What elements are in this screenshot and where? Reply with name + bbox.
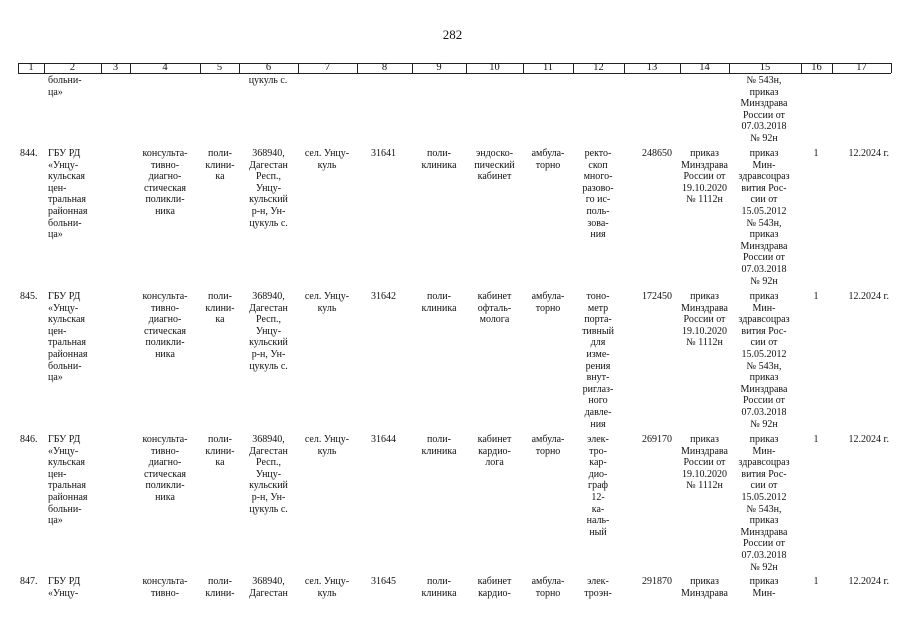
cell-address: 368940, Дагестан: [249, 576, 288, 599]
column-header-7: 7: [324, 62, 331, 73]
cell-standard-reference: приказ Мин- здравсоцраз вития Рос- сии от 15.05.2012 № 543н, приказ Минздрава России от 07.03.2018 № 92н: [738, 148, 790, 287]
column-header-12: 12: [593, 62, 604, 73]
cell-cabinet: кабинет кардио-: [477, 576, 512, 599]
cell-unit-type: поли- клини- ка: [205, 434, 235, 469]
cell-department: поли- клиника: [421, 434, 457, 457]
cell-delivery-date: 12.2024 г.: [848, 291, 889, 302]
cell-delivery-date: 12.2024 г.: [848, 434, 889, 445]
cell-quantity: 1: [813, 434, 819, 445]
cell-care-form: амбула- торно: [531, 434, 565, 457]
column-header-14: 14: [699, 62, 710, 73]
cell-price: 291870: [642, 576, 672, 587]
cell-address: 368940, Дагестан Респ., Унцу- кульский р-н, Ун- цукуль с.: [249, 291, 288, 372]
cell-organization-name: ГБУ РД «Унцу- кульская цен- тральная районная больни- ца»: [48, 291, 88, 384]
cell-settlement: сел. Унцу- куль: [304, 148, 350, 171]
cell-unit-type: поли- клини- ка: [205, 291, 235, 326]
cell-department: поли- клиника: [421, 291, 457, 314]
cell-row-number: 847.: [20, 576, 38, 587]
column-header-1: 1: [28, 62, 34, 73]
header-bottom-border: [18, 73, 891, 74]
cell-department: поли- клиника: [421, 148, 457, 171]
column-header-9: 9: [436, 62, 442, 73]
column-header-15: 15: [759, 62, 771, 73]
column-header-11: 11: [542, 62, 554, 73]
cell-row-number: 844.: [20, 148, 38, 159]
fragment-legal-basis: № 543н, приказ Минздрава России от 07.03.2018 № 92н: [740, 75, 788, 144]
cell-oktmo-code: 31644: [371, 434, 396, 445]
cell-standard-reference: приказ Мин- здравсоцраз вития Рос- сии от 15.05.2012 № 543н, приказ Минздрава России от 07.03.2018 № 92н: [738, 291, 790, 430]
cell-order-reference: приказ Минздрава: [681, 576, 728, 599]
cell-equipment-name: элек- троэн-: [584, 576, 612, 599]
cell-organization-name: ГБУ РД «Унцу- кульская цен- тральная районная больни- ца»: [48, 434, 88, 527]
cell-quantity: 1: [813, 576, 819, 587]
column-header-13: 13: [646, 62, 658, 73]
cell-settlement: сел. Унцу- куль: [304, 291, 350, 314]
column-header-4: 4: [162, 62, 168, 73]
cell-settlement: сел. Унцу- куль: [304, 434, 350, 457]
cell-facility-type: консульта- тивно-: [142, 576, 188, 599]
fragment-org-name: больни- ца»: [48, 75, 82, 98]
cell-care-form: амбула- торно: [531, 148, 565, 171]
cell-standard-reference: приказ Мин- здравсоцраз вития Рос- сии от 15.05.2012 № 543н, приказ Минздрава России от 07.03.2018 № 92н: [738, 434, 790, 573]
cell-delivery-date: 12.2024 г.: [848, 148, 889, 159]
cell-delivery-date: 12.2024 г.: [848, 576, 889, 587]
cell-unit-type: поли- клини-: [205, 576, 235, 599]
cell-order-reference: приказ Минздрава России от 19.10.2020 № 1112н: [681, 291, 728, 349]
column-header-5: 5: [216, 62, 223, 73]
cell-order-reference: приказ Минздрава России от 19.10.2020 № 1112н: [681, 148, 728, 206]
column-header-2: 2: [69, 62, 76, 73]
column-header-17: 17: [856, 62, 867, 73]
cell-oktmo-code: 31642: [371, 291, 396, 302]
cell-organization-name: ГБУ РД «Унцу-: [48, 576, 81, 599]
cell-quantity: 1: [813, 291, 819, 302]
cell-cabinet: кабинет кардио- лога: [477, 434, 512, 469]
cell-oktmo-code: 31641: [371, 148, 396, 159]
cell-settlement: сел. Унцу- куль: [304, 576, 350, 599]
cell-department: поли- клиника: [421, 576, 457, 599]
cell-unit-type: поли- клини- ка: [205, 148, 235, 183]
cell-cabinet: эндоско- пический кабинет: [474, 148, 515, 183]
cell-price: 269170: [642, 434, 672, 445]
fragment-address: цукуль с.: [248, 75, 288, 86]
column-header-8: 8: [381, 62, 388, 73]
cell-care-form: амбула- торно: [531, 576, 565, 599]
column-divider: [891, 63, 892, 73]
cell-equipment-name: тоно- метр порта- тивный для изме- рения внут- риглаз- ного давле- ния: [582, 291, 614, 430]
cell-facility-type: консульта- тивно- диагно- стическая поликли- ника: [142, 148, 188, 217]
cell-organization-name: ГБУ РД «Унцу- кульская цен- тральная районная больни- ца»: [48, 148, 88, 241]
cell-cabinet: кабинет офталь- молога: [477, 291, 512, 326]
cell-address: 368940, Дагестан Респ., Унцу- кульский р-н, Ун- цукуль с.: [249, 148, 288, 229]
cell-price: 172450: [642, 291, 672, 302]
column-header-6: 6: [265, 62, 272, 73]
cell-row-number: 845.: [20, 291, 38, 302]
cell-order-reference: приказ Минздрава России от 19.10.2020 № 1112н: [681, 434, 728, 492]
cell-price: 248650: [642, 148, 672, 159]
column-header-10: 10: [489, 62, 500, 73]
column-header-3: 3: [112, 62, 119, 73]
column-header-16: 16: [811, 62, 822, 73]
cell-quantity: 1: [813, 148, 819, 159]
cell-address: 368940, Дагестан Респ., Унцу- кульский р-н, Ун- цукуль с.: [249, 434, 288, 515]
cell-oktmo-code: 31645: [371, 576, 396, 587]
cell-equipment-name: элек- тро- кар- дио- граф 12- ка- наль- ный: [586, 434, 610, 538]
cell-care-form: амбула- торно: [531, 291, 565, 314]
page-number: 282: [442, 27, 463, 42]
cell-row-number: 846.: [20, 434, 38, 445]
cell-equipment-name: ректо- скоп много- разово- го ис- поль- зова- ния: [582, 148, 614, 241]
cell-facility-type: консульта- тивно- диагно- стическая поликли- ника: [142, 434, 188, 503]
cell-standard-reference: приказ Мин-: [749, 576, 779, 599]
cell-facility-type: консульта- тивно- диагно- стическая поликли- ника: [142, 291, 188, 360]
